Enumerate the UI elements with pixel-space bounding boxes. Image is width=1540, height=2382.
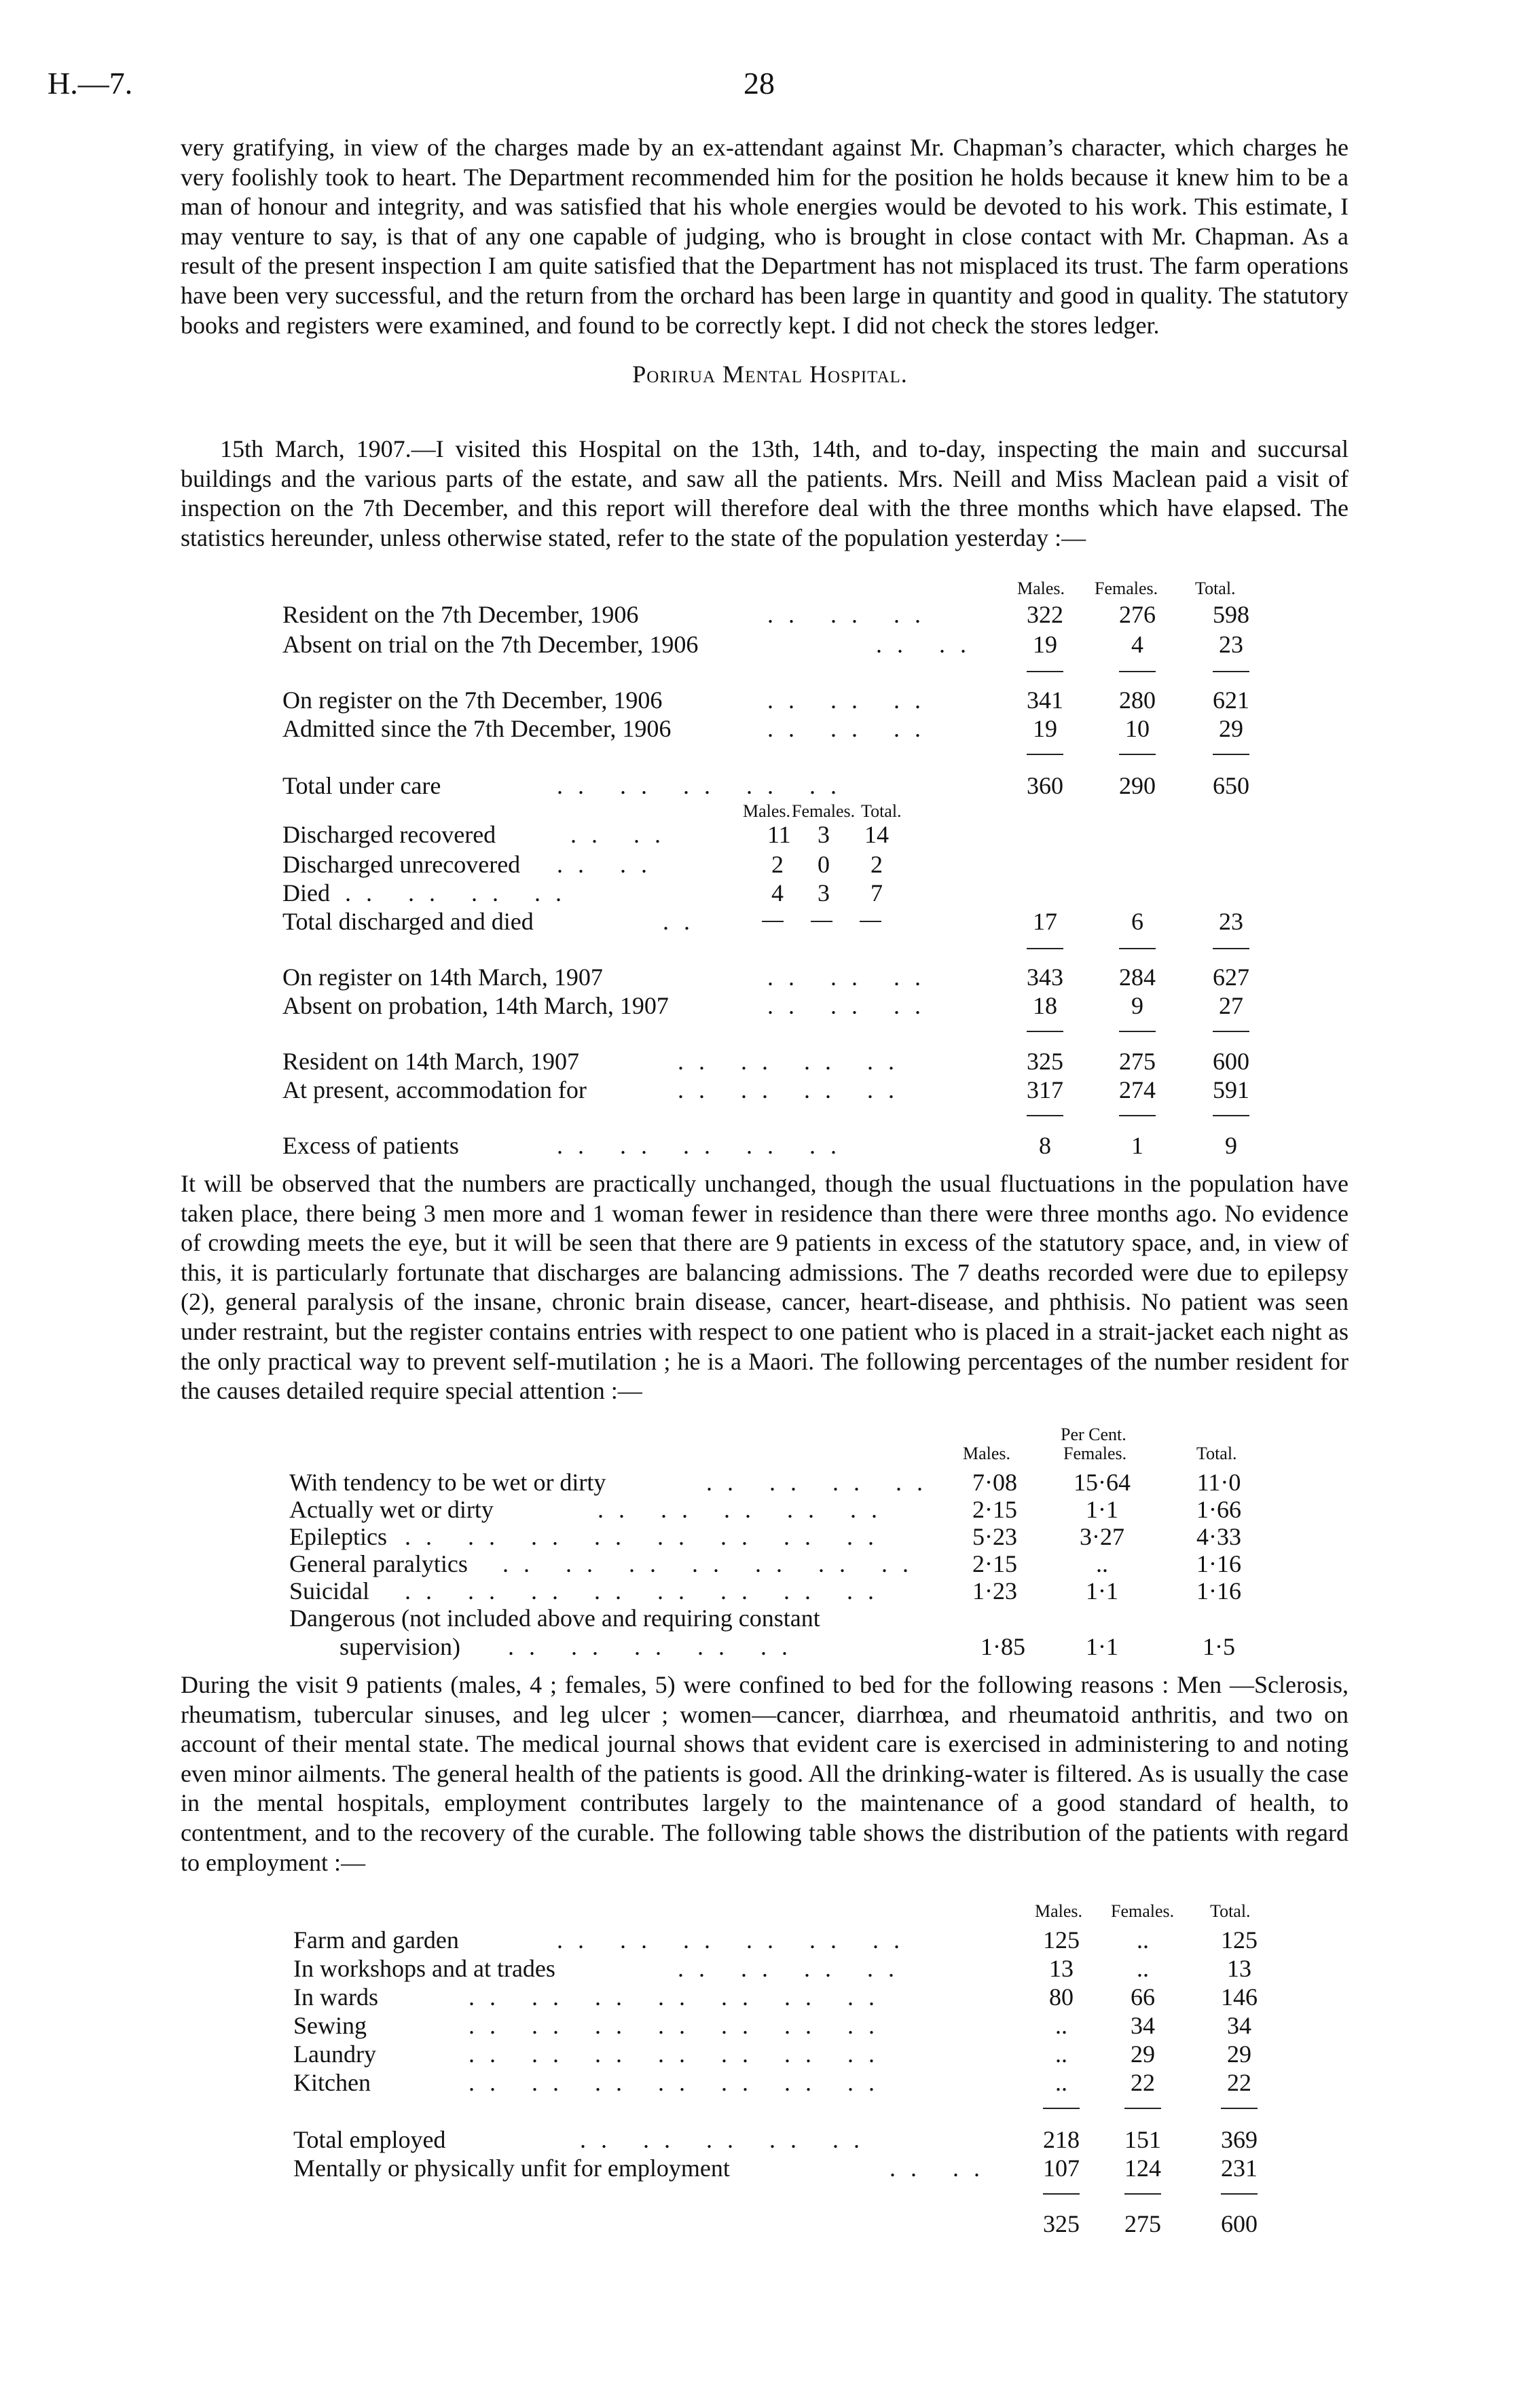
table-row-label: Total discharged and died <box>282 908 534 935</box>
cell-females: 29 <box>1131 2040 1155 2068</box>
sub-rule <box>860 921 881 922</box>
leader-dots: .. .. .. .. <box>706 1469 938 1496</box>
cell-males: .. <box>1055 2040 1067 2068</box>
cell-males: 2·15 <box>972 1550 1017 1577</box>
cell-total: 22 <box>1227 2069 1251 2096</box>
cell-females: 10 <box>1125 715 1150 742</box>
section-title: Porirua Mental Hospital. <box>632 361 908 388</box>
cell-females: 4 <box>1131 631 1143 658</box>
paragraph-observations: It will be observed that the numbers are practically unchanged, though the usual fluctuations in the population have taken place, there being 3 men more and 1 woman fewer in residence than there were three months ago. No evidence of crowding meets the eye, but it will be seen that there are 9 patients in excess of the statutory space, and, in view of this, it is particularly fortunate that discharges are balancing admissions. The 7 deaths recorded were due to epilepsy (2), general paralysis of the insane, chronic brain disease, cancer, heart-disease, and phthisis. No patient was seen under restraint, but the register contains entries with respect to one patient who is placed in a strait-jacket each night as the only practical way to prevent self-mutilation ; he is a Maori. The following percentages of the number resident for the causes detailed require special attention :— <box>181 1170 1349 1405</box>
cell-total: 1·66 <box>1196 1496 1241 1523</box>
sum-rule <box>1119 1115 1156 1116</box>
cell-total: 1·16 <box>1196 1550 1241 1577</box>
sum-rule <box>1213 948 1249 949</box>
sub-cell-total: 14 <box>864 821 889 848</box>
sum-rule <box>1027 1031 1063 1032</box>
cell-males: 343 <box>1027 964 1063 991</box>
leader-dots: .. .. .. .. .. .. .. .. <box>405 1577 889 1605</box>
sub-cell-total: 2 <box>870 851 883 878</box>
leader-dots: .. .. .. .. .. .. .. <box>469 1983 890 2011</box>
sum-rule <box>1119 948 1156 949</box>
cell-males: 1·85 <box>980 1633 1025 1660</box>
cell-total: 650 <box>1213 772 1249 799</box>
leader-dots: .. .. .. .. .. <box>557 772 851 799</box>
sum-rule <box>1119 671 1156 672</box>
sum-rule <box>1221 2193 1258 2195</box>
leader-dots: .. .. .. <box>767 686 936 714</box>
table-row-label: Excess of patients <box>282 1132 459 1159</box>
table-row-label: Sewing <box>293 2012 367 2039</box>
col-header-males: Males. <box>1035 1901 1083 1921</box>
col-header-total: Total. <box>1210 1901 1251 1921</box>
table-row-label: On register on 14th March, 1907 <box>282 964 603 991</box>
cell-total: 627 <box>1213 964 1249 991</box>
sum-rule <box>1124 2108 1161 2109</box>
paragraph-visit: 15th March, 1907.—I visited this Hospital on the 13th, 14th, and to-day, inspecting the main and succursal buildings and the various parts of the estate, and saw all the patients. Mrs. Neill and Miss Maclean paid a visit of inspection on the 7th December, and this report will therefore deal with the three months which have elapsed. The statistics hereunder, unless otherwise stated, refer to the state of the population yesterday :— <box>181 435 1349 551</box>
cell-total: 125 <box>1221 1926 1258 1954</box>
cell-total: 591 <box>1213 1076 1249 1103</box>
cell-total: 34 <box>1227 2012 1251 2039</box>
leader-dots: .. .. <box>890 2155 995 2182</box>
leader-dots: .. .. .. <box>767 715 936 742</box>
discharge-row-label: Discharged recovered <box>282 821 496 848</box>
sub-header-males: Males. <box>743 801 791 821</box>
cell-males: 7·08 <box>972 1469 1017 1496</box>
sum-rule <box>1027 1115 1063 1116</box>
leader-dots: .. .. <box>876 631 981 658</box>
cell-females: 1·1 <box>1086 1577 1118 1605</box>
cell-males: 325 <box>1027 1048 1063 1075</box>
paragraph-intro: very gratifying, in view of the charges made by an ex-attendant against Mr. Chapman’s character, which charges he very foolishly took to heart. The Department recommended him for the position he holds because it knew him to be a man of honour and integrity, and was satisfied that his whole energies would be devoted to his work. This estimate, I may venture to say, is that of any one capable of judging, who is brought in close contact with Mr. Chapman. As a result of the present inspection I am quite satisfied that the Department has not misplaced its trust. The farm operations have been very successful, and the return from the orchard has been large in quantity and good in quality. The statutory books and registers were examined, and found to be correctly kept. I did not check the stores ledger. <box>181 134 1349 339</box>
table-row-label: Total employed <box>293 2126 446 2153</box>
sum-rule <box>1124 2193 1161 2195</box>
grand-total-total: 600 <box>1221 2210 1258 2237</box>
leader-dots: .. .. .. <box>767 992 936 1019</box>
cell-males: 2·15 <box>972 1496 1017 1523</box>
grand-total-females: 275 <box>1124 2210 1161 2237</box>
cell-total: 11·0 <box>1196 1469 1241 1496</box>
leader-dots: .. .. .. <box>767 601 936 628</box>
cell-males: .. <box>1055 2069 1067 2096</box>
cell-males: 18 <box>1033 992 1057 1019</box>
sum-rule <box>1027 671 1063 672</box>
table-row-label-continued: supervision) <box>340 1633 460 1660</box>
sub-cell-total: 7 <box>870 879 883 906</box>
leader-dots: .. .. .. .. .. <box>580 2126 875 2153</box>
cell-males: 218 <box>1043 2126 1080 2153</box>
cell-total: 9 <box>1225 1132 1237 1159</box>
cell-males: 322 <box>1027 601 1063 628</box>
sum-rule <box>1119 1031 1156 1032</box>
cell-females: 275 <box>1119 1048 1156 1075</box>
table-row-label: General paralytics <box>289 1550 468 1577</box>
cell-total: 27 <box>1219 992 1243 1019</box>
sub-cell-females: 0 <box>818 851 830 878</box>
table-row-label: In workshops and at trades <box>293 1955 555 1982</box>
leader-dots: .. .. .. <box>767 964 936 991</box>
cell-males: 19 <box>1033 631 1057 658</box>
leader-dots: .. .. <box>557 851 662 878</box>
sum-rule <box>1043 2193 1080 2195</box>
cell-males: 19 <box>1033 715 1057 742</box>
sum-rule <box>1027 754 1063 755</box>
cell-females: 124 <box>1124 2155 1161 2182</box>
leader-dots: .. .. .. .. <box>678 1048 909 1075</box>
cell-males: 8 <box>1039 1132 1051 1159</box>
cell-females: .. <box>1137 1926 1149 1954</box>
table-row-label: Resident on the 7th December, 1906 <box>282 601 639 628</box>
sub-header-females: Females. <box>792 801 856 821</box>
sum-rule <box>1213 754 1249 755</box>
cell-females: 6 <box>1131 908 1143 935</box>
table-row-label: Laundry <box>293 2040 376 2068</box>
table-row-label: In wards <box>293 1983 378 2011</box>
leader-dots: .. .. .. .. .. .. .. <box>502 1550 923 1577</box>
cell-total: 1·5 <box>1203 1633 1235 1660</box>
col-header-females: Females. <box>1095 579 1158 598</box>
cell-females: 1·1 <box>1086 1633 1118 1660</box>
table-row-label: Absent on trial on the 7th December, 1906 <box>282 631 699 658</box>
sum-rule <box>1027 948 1063 949</box>
table-row-label: At present, accommodation for <box>282 1076 587 1103</box>
grand-total-males: 325 <box>1043 2210 1080 2237</box>
cell-females: 280 <box>1119 686 1156 714</box>
sum-rule <box>1213 1115 1249 1116</box>
col-header-females: Females. <box>1063 1444 1127 1463</box>
cell-males: 80 <box>1049 1983 1074 2011</box>
cell-males: 1·23 <box>972 1577 1017 1605</box>
leader-dots: .. .. .. .. <box>678 1076 909 1103</box>
cell-males: 360 <box>1027 772 1063 799</box>
leader-dots: .. .. <box>570 821 676 848</box>
col-header-males: Males. <box>1017 579 1065 598</box>
leader-dots: .. .. .. .. .. <box>557 1132 851 1159</box>
sub-cell-males: 2 <box>771 851 784 878</box>
table-row-label: Resident on 14th March, 1907 <box>282 1048 579 1075</box>
cell-total: 23 <box>1219 631 1243 658</box>
sum-rule <box>1213 671 1249 672</box>
sub-rule <box>811 921 832 922</box>
paragraph-health: During the visit 9 patients (males, 4 ; females, 5) were confined to bed for the following reasons : Men —Sclerosis, rheumatism, tubercular sinuses, and leg ulcer ; women—cancer, diarrhœa, and rheumatoid anthritis, and two on account of their mental state. The medical journal shows that evident care is exercised in administering to and noting even minor ailments. The general health of the patients is good. All the drinking-water is filtered. As is usually the case in the mental hospitals, employment contributes largely to the maintenance of a good standard of health, to contentment, and to the recovery of the curable. The following table shows the distribution of the patients with regard to employment :— <box>181 1671 1349 1876</box>
table-row-label: With tendency to be wet or dirty <box>289 1469 606 1496</box>
cell-females: 9 <box>1131 992 1143 1019</box>
cell-total: 13 <box>1227 1955 1251 1982</box>
cell-females: 15·64 <box>1074 1469 1131 1496</box>
leader-dots: .. .. .. .. .. .. .. <box>469 2012 890 2039</box>
sub-rule <box>762 921 784 922</box>
discharge-row-label: Discharged unrecovered <box>282 851 521 878</box>
cell-females: .. <box>1137 1955 1149 1982</box>
table-row-label: Total under care <box>282 772 441 799</box>
table-row-label: Suicidal <box>289 1577 369 1605</box>
cell-females: 3·27 <box>1080 1523 1124 1550</box>
sum-rule <box>1119 754 1156 755</box>
leader-dots: .. .. .. .. .. .. <box>557 1926 915 1954</box>
sub-cell-females: 3 <box>818 821 830 848</box>
cell-total: 29 <box>1227 2040 1251 2068</box>
leader-dots: .. .. .. .. .. <box>598 1496 892 1523</box>
leader-dots: .. <box>663 908 705 935</box>
cell-males: .. <box>1055 2012 1067 2039</box>
cell-males: 317 <box>1027 1076 1063 1103</box>
sub-cell-males: 4 <box>771 879 784 906</box>
leader-dots: .. .. .. .. .. .. .. <box>469 2040 890 2068</box>
cell-females: 1·1 <box>1086 1496 1118 1523</box>
table-row-label: Actually wet or dirty <box>289 1496 494 1523</box>
cell-females: 274 <box>1119 1076 1156 1103</box>
sum-rule <box>1043 2108 1080 2109</box>
sum-rule <box>1221 2108 1258 2109</box>
cell-females: 290 <box>1119 772 1156 799</box>
col-header-females: Females. <box>1111 1901 1175 1921</box>
cell-total: 369 <box>1221 2126 1258 2153</box>
cell-males: 107 <box>1043 2155 1080 2182</box>
table-row-label: Kitchen <box>293 2069 371 2096</box>
cell-males: 341 <box>1027 686 1063 714</box>
cell-females: 34 <box>1131 2012 1155 2039</box>
sub-cell-females: 3 <box>818 879 830 906</box>
discharge-row-label: Died <box>282 879 330 906</box>
table-row-label: Mentally or physically unfit for employment <box>293 2155 730 2182</box>
cell-total: 1·16 <box>1196 1577 1241 1605</box>
cell-females: 276 <box>1119 601 1156 628</box>
cell-females: .. <box>1096 1550 1108 1577</box>
cell-females: 22 <box>1131 2069 1155 2096</box>
cell-males: 13 <box>1049 1955 1074 1982</box>
table-row-label: Dangerous (not included above and requiring constant <box>289 1605 820 1632</box>
sub-cell-males: 11 <box>767 821 791 848</box>
leader-dots: .. .. .. .. .. .. .. .. <box>405 1523 889 1550</box>
cell-females: 1 <box>1131 1132 1143 1159</box>
leader-dots: .. .. .. .. .. <box>508 1633 803 1660</box>
cell-total: 29 <box>1219 715 1243 742</box>
col-header-males: Males. <box>963 1444 1011 1463</box>
cell-males: 17 <box>1033 908 1057 935</box>
cell-total: 146 <box>1221 1983 1258 2011</box>
cell-total: 621 <box>1213 686 1249 714</box>
page-number: 28 <box>744 66 775 100</box>
table-row-label: On register on the 7th December, 1906 <box>282 686 663 714</box>
col-header-total: Total. <box>1196 1444 1237 1463</box>
table-row-label: Admitted since the 7th December, 1906 <box>282 715 672 742</box>
col-header-total: Total. <box>1195 579 1236 598</box>
leader-dots: .. .. .. .. <box>678 1955 909 1982</box>
cell-total: 4·33 <box>1196 1523 1241 1550</box>
cell-females: 66 <box>1131 1983 1155 2011</box>
cell-females: 151 <box>1124 2126 1161 2153</box>
leader-dots: .. .. .. .. <box>345 879 576 906</box>
per-cent-header: Per Cent. <box>1061 1425 1126 1444</box>
leader-dots: .. .. .. .. .. .. .. <box>469 2069 890 2096</box>
table-row-label: Epileptics <box>289 1523 387 1550</box>
sub-header-total: Total. <box>861 801 902 821</box>
table-row-label: Farm and garden <box>293 1926 459 1954</box>
cell-males: 5·23 <box>972 1523 1017 1550</box>
page-reference: H.—7. <box>48 66 133 100</box>
table-row-label: Absent on probation, 14th March, 1907 <box>282 992 669 1019</box>
sum-rule <box>1213 1031 1249 1032</box>
cell-total: 23 <box>1219 908 1243 935</box>
cell-total: 231 <box>1221 2155 1258 2182</box>
cell-total: 600 <box>1213 1048 1249 1075</box>
cell-total: 598 <box>1213 601 1249 628</box>
cell-males: 125 <box>1043 1926 1080 1954</box>
cell-females: 284 <box>1119 964 1156 991</box>
